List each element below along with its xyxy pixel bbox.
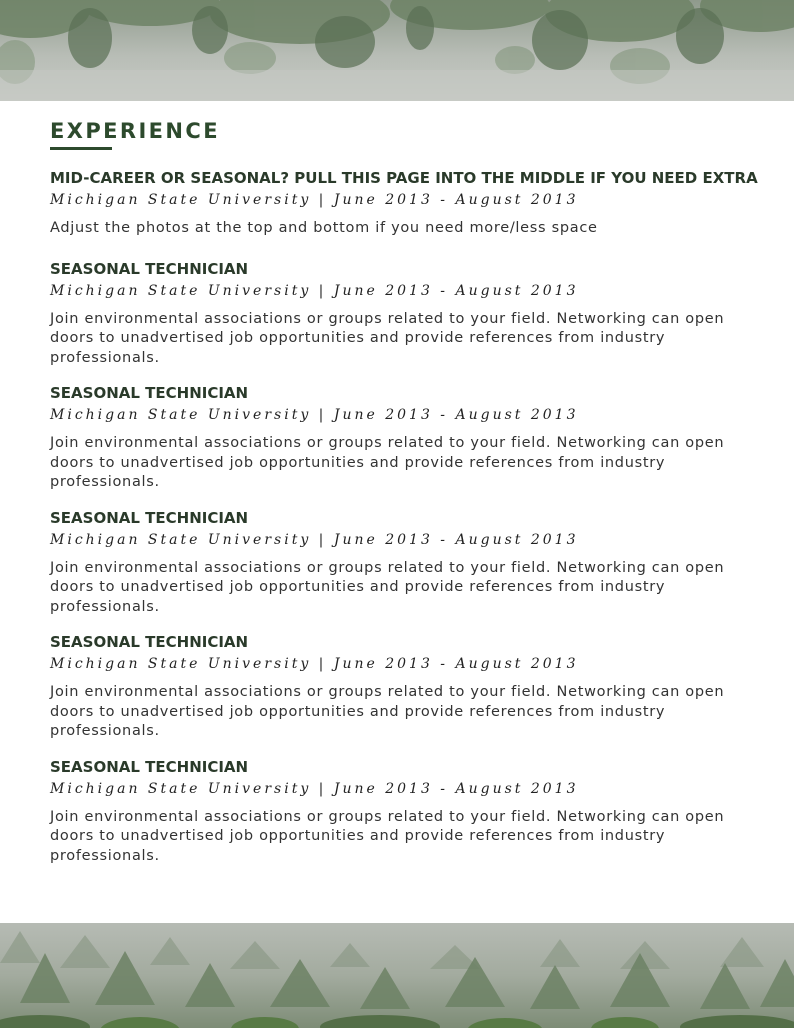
experience-entry bbox=[50, 631, 750, 742]
job-meta: Michigan State University | June 2013 - August 2013 bbox=[50, 282, 579, 299]
experience-entry bbox=[50, 258, 750, 369]
top-forest-photo bbox=[0, 0, 794, 101]
job-meta: Michigan State University | June 2013 - August 2013 bbox=[50, 656, 579, 672]
job-title: SEASONAL TECHNICIAN bbox=[50, 757, 249, 776]
job-description: Join environmental associations or groups related to your field. Networking can open doors to unadvertised job opportunities and provide references from industry professionals. bbox=[50, 808, 725, 864]
job-description: Adjust the photos at the top and bottom if you need more/less space bbox=[50, 220, 598, 236]
experience-entry bbox=[50, 507, 750, 618]
top-forest-image bbox=[0, 0, 794, 101]
job-meta: Michigan State University | June 2013 - August 2013 bbox=[50, 192, 579, 208]
job-title: MID-CAREER OR SEASONAL? PULL THIS PAGE INTO THE MIDDLE IF YOU NEED EXTRA bbox=[50, 169, 758, 187]
job-title: SEASONAL TECHNICIAN bbox=[50, 508, 249, 527]
job-meta: Michigan State University | June 2013 - August 2013 bbox=[50, 531, 579, 548]
experience-entry bbox=[50, 167, 758, 239]
title-underline bbox=[50, 147, 112, 150]
section-title: EXPERIENCE bbox=[50, 119, 220, 143]
job-description: Join environmental associations or groups related to your field. Networking can open doors to unadvertised job opportunities and provide references from industry professionals. bbox=[50, 310, 725, 366]
job-meta: Michigan State University | June 2013 - August 2013 bbox=[50, 780, 579, 797]
job-description: Join environmental associations or groups related to your field. Networking can open doors to unadvertised job opportunities and provide references from industry professionals. bbox=[50, 684, 725, 739]
experience-entry bbox=[50, 756, 750, 867]
job-description: Join environmental associations or groups related to your field. Networking can open doors to unadvertised job opportunities and provide references from industry professionals. bbox=[50, 435, 725, 490]
bottom-forest-image bbox=[0, 923, 794, 1028]
job-title: SEASONAL TECHNICIAN bbox=[50, 259, 249, 278]
experience-section bbox=[50, 116, 758, 866]
bottom-forest-photo bbox=[0, 923, 794, 1028]
experience-entry bbox=[50, 382, 750, 493]
job-meta: Michigan State University | June 2013 - August 2013 bbox=[50, 407, 579, 423]
job-title: SEASONAL TECHNICIAN bbox=[50, 384, 249, 402]
job-description: Join environmental associations or groups related to your field. Networking can open doors to unadvertised job opportunities and provide references from industry professionals. bbox=[50, 559, 725, 615]
job-title: SEASONAL TECHNICIAN bbox=[50, 633, 249, 651]
